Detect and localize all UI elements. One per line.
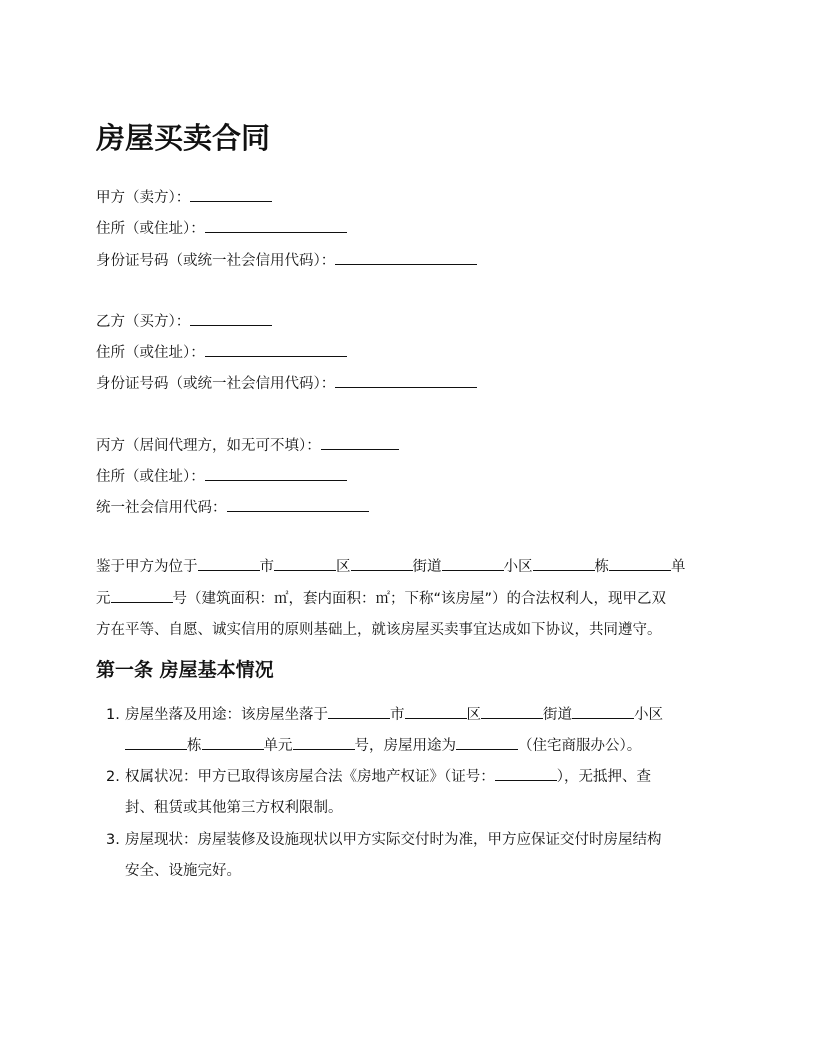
building-blank[interactable]: [533, 556, 595, 571]
item-1-unit-blank[interactable]: [202, 735, 264, 750]
party-b-id-label: 身份证号码（或统一社会信用代码）：: [96, 376, 336, 392]
preamble-line-3: 方在平等、自愿、诚实信用的原则基础上，就该房屋买卖事宜达成如下协议，共同遵守。: [96, 622, 662, 638]
room-number-blank[interactable]: [111, 588, 173, 603]
item-2-line-1: 权属状况：甲方已取得该房屋合法《房地产权证》（证号： ），无抵押、查: [125, 766, 651, 788]
document-title: 房屋买卖合同: [96, 121, 271, 155]
item-2-number: 2.: [106, 769, 120, 785]
party-a-address-label: 住所（或住址）：: [96, 221, 205, 237]
city-blank[interactable]: [198, 556, 260, 571]
item-1-room-blank[interactable]: [293, 735, 355, 750]
party-b-name-label: 乙方（买方）：: [96, 314, 191, 330]
party-b-name-blank[interactable]: [190, 311, 272, 326]
item-1-line-2: 栋 单元 号，房屋用途为 （住宅商服办公）。: [125, 735, 641, 757]
item-1-street-blank[interactable]: [481, 704, 543, 719]
item-1-usage-blank[interactable]: [456, 735, 518, 750]
article-1-heading: 第一条 房屋基本情况: [96, 659, 274, 681]
party-c-address-line: [96, 466, 347, 488]
item-1-number: 1.: [106, 707, 120, 723]
street-blank[interactable]: [351, 556, 413, 571]
party-c-address-label: 住所（或住址）：: [96, 469, 205, 485]
item-3-line-1: 房屋现状：房屋装修及设施现状以甲方实际交付时为准，甲方应保证交付时房屋结构: [125, 832, 662, 848]
preamble-line-2: 元 号（建筑面积：㎡，套内面积：㎡；下称“该房屋”）的合法权利人，现甲乙双: [96, 588, 666, 610]
certificate-number-blank[interactable]: [495, 766, 557, 781]
party-b-address-blank[interactable]: [205, 342, 347, 357]
party-c-name-blank[interactable]: [321, 435, 399, 450]
party-c-code-line: [96, 497, 369, 519]
party-a-name-line: [96, 187, 272, 209]
party-a-id-label: 身份证号码（或统一社会信用代码）：: [96, 253, 336, 269]
item-1-building-blank[interactable]: [125, 735, 187, 750]
district-blank[interactable]: [274, 556, 336, 571]
party-b-address-line: [96, 342, 347, 364]
party-b-id-blank[interactable]: [335, 373, 477, 388]
item-1-district-blank[interactable]: [405, 704, 467, 719]
party-a-id-blank[interactable]: [335, 250, 477, 265]
party-a-id-line: [96, 250, 477, 272]
party-a-address-blank[interactable]: [205, 218, 347, 233]
party-c-name-line: [96, 435, 399, 457]
item-2-line-2: 封、租赁或其他第三方权利限制。: [125, 800, 343, 816]
item-1-community-blank[interactable]: [572, 704, 634, 719]
party-b-id-line: [96, 373, 477, 395]
preamble-line-1: 鉴于甲方为位于 市 区 街道 小区 栋 单: [96, 556, 686, 578]
party-c-address-blank[interactable]: [205, 466, 347, 481]
unit-blank[interactable]: [609, 556, 671, 571]
party-a-name-label: 甲方（卖方）：: [96, 190, 191, 206]
item-3-line-2: 安全、设施完好。: [125, 863, 241, 879]
party-b-name-line: [96, 311, 272, 333]
party-a-name-blank[interactable]: [190, 187, 272, 202]
community-blank[interactable]: [442, 556, 504, 571]
item-1-city-blank[interactable]: [328, 704, 390, 719]
party-c-code-blank[interactable]: [227, 497, 369, 512]
party-c-name-label: 丙方（居间代理方，如无可不填）：: [96, 438, 321, 454]
item-1-line-1: 房屋坐落及用途：该房屋坐落于 市 区 街道 小区: [125, 704, 663, 726]
item-3-number: 3.: [106, 832, 120, 848]
party-b-address-label: 住所（或住址）：: [96, 345, 205, 361]
party-a-address-line: [96, 218, 347, 240]
party-c-code-label: 统一社会信用代码：: [96, 500, 227, 516]
